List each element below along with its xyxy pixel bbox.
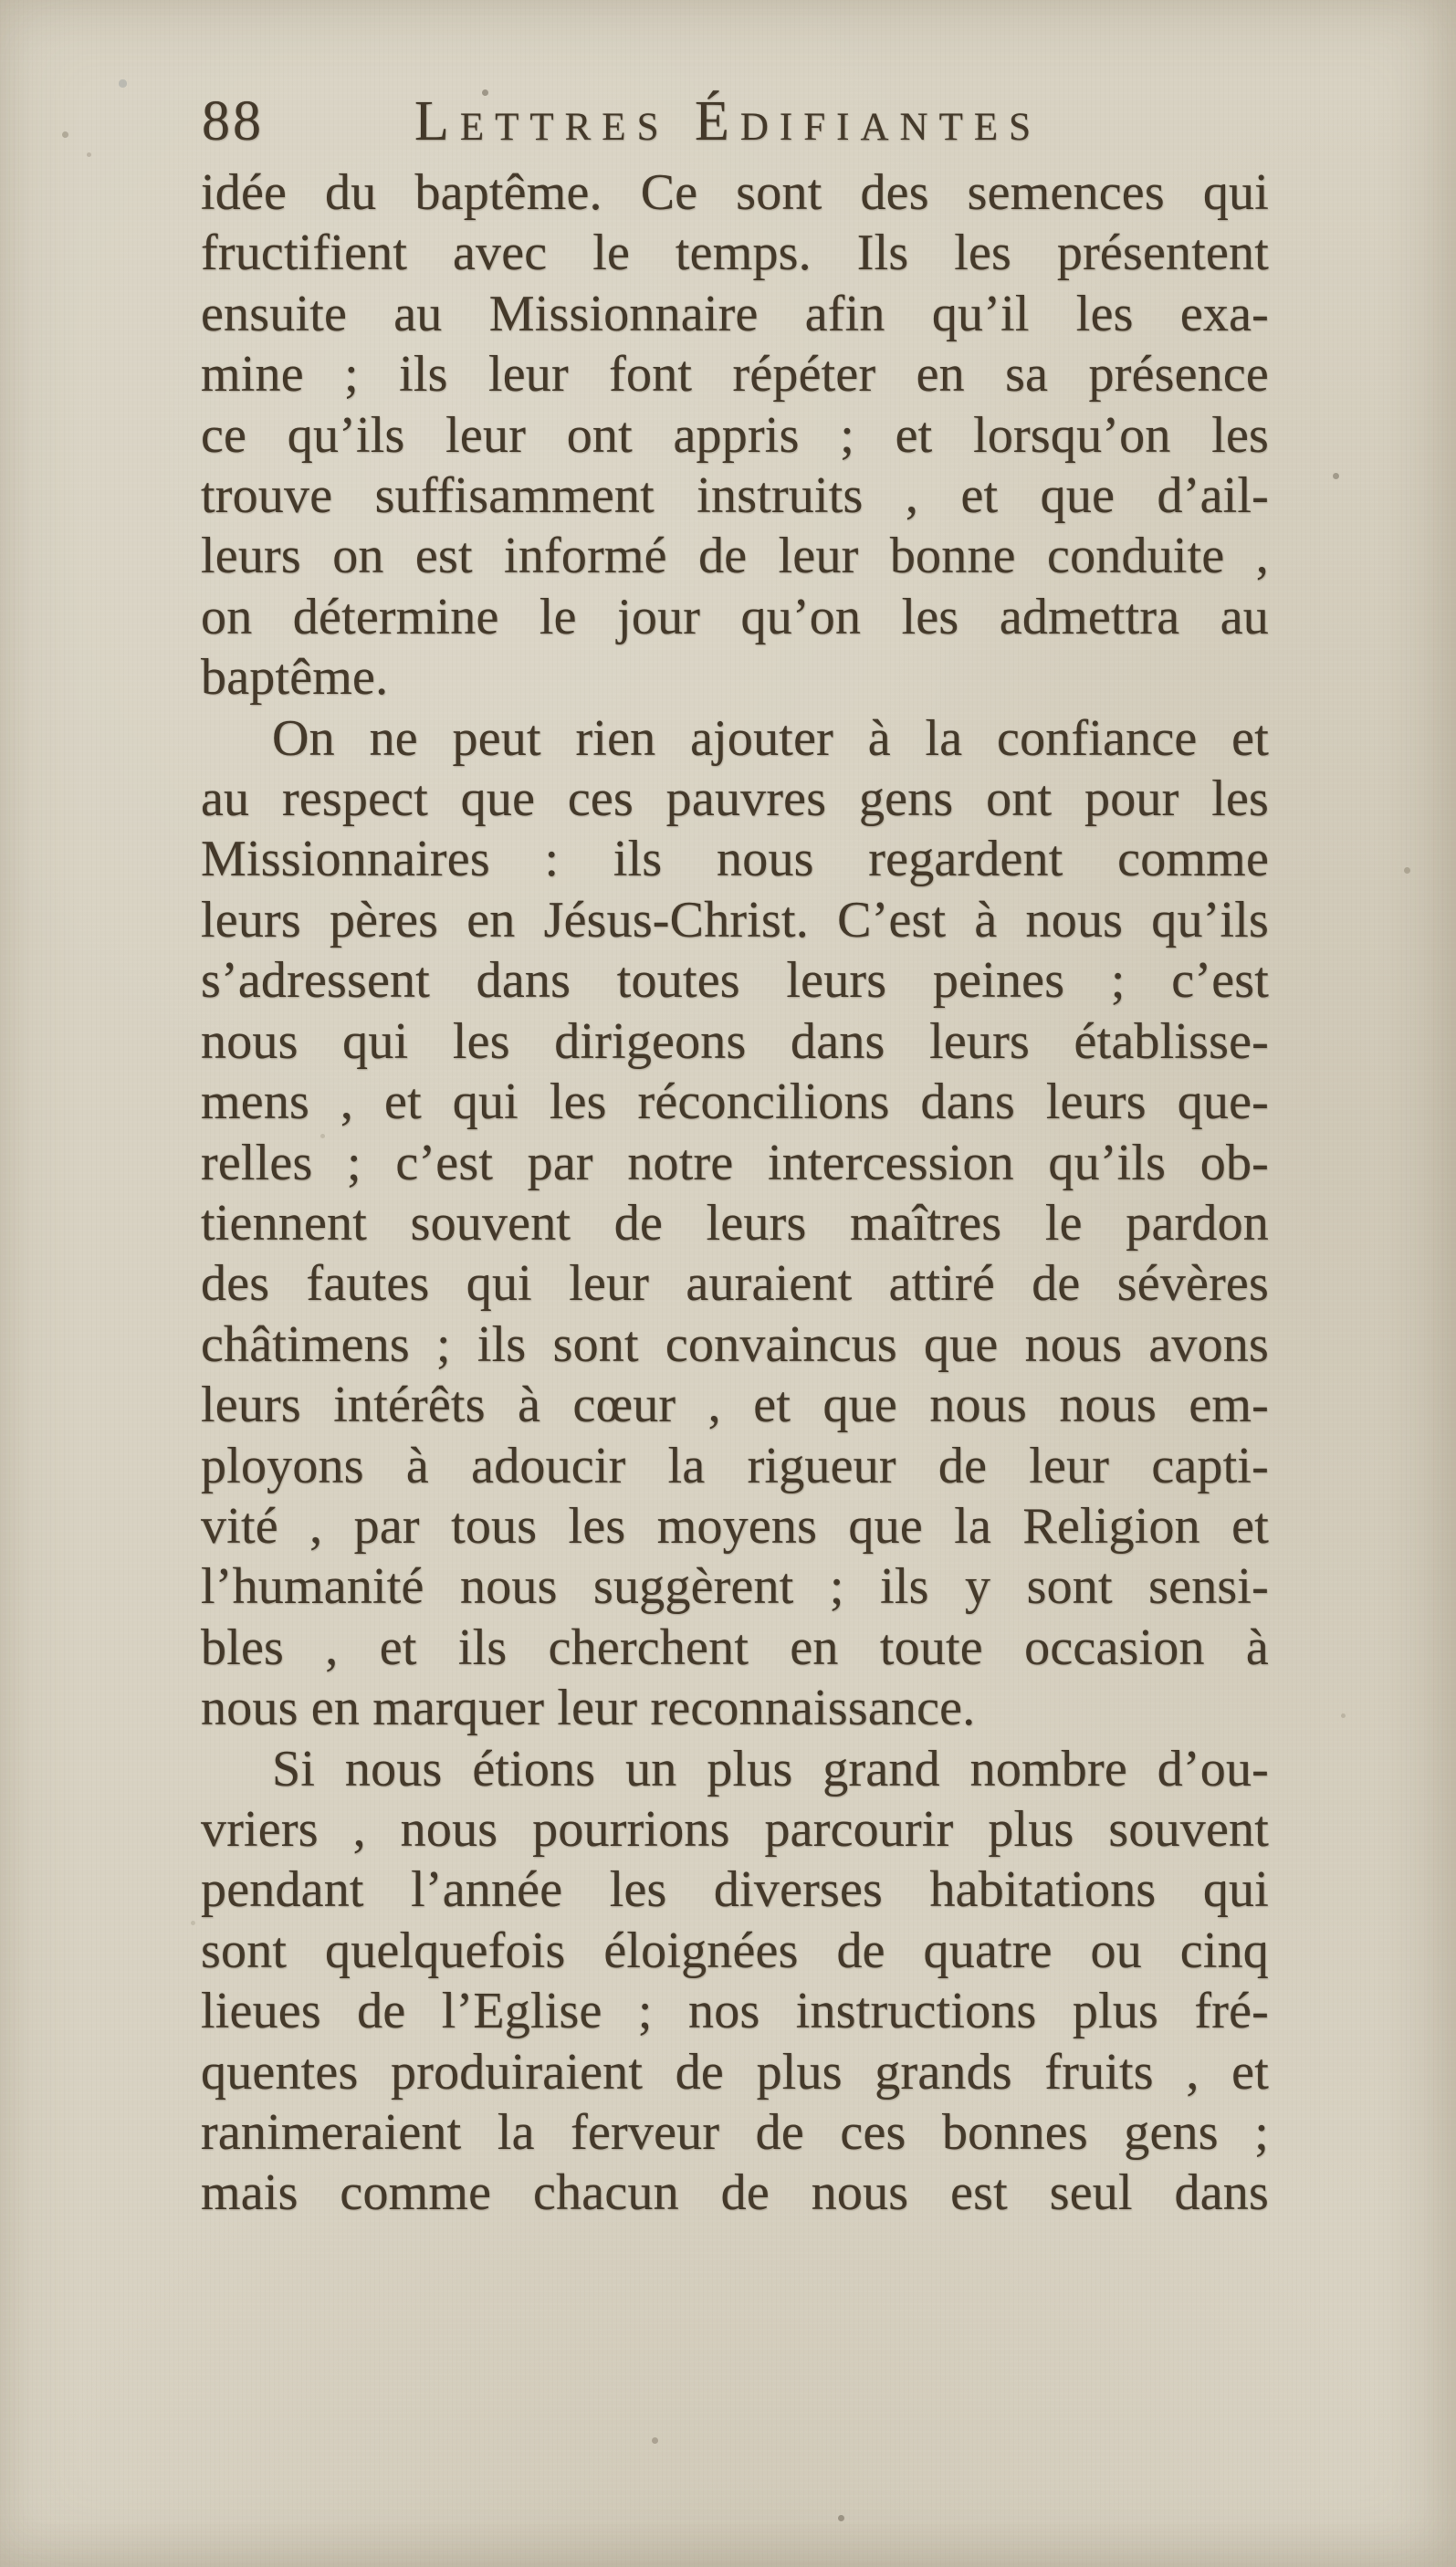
text-line: des fautes qui leur auraient attiré de sévères: [201, 1255, 1269, 1313]
paragraph: [201, 162, 1269, 708]
text-line: idée du baptême. Ce sont des semences qui: [201, 164, 1269, 221]
page-number: 88: [202, 90, 264, 152]
paragraph: [201, 708, 1269, 1739]
text-line: leurs intérêts à cœur , et que nous nous em-: [201, 1377, 1269, 1434]
text-line: ensuite au Missionnaire afin qu’il les exa-: [201, 285, 1269, 342]
text-line: au respect que ces pauvres gens ont pour les: [201, 770, 1269, 828]
text-line: quentes produiraient de plus grands fruits , et: [201, 2043, 1269, 2101]
text-line: relles ; c’est par notre intercession qu’ils ob-: [201, 1134, 1269, 1191]
text-line: bles , et ils cherchent en toute occasion à: [201, 1619, 1269, 1676]
text-line: ployons à adoucir la rigueur de leur capti-: [201, 1437, 1269, 1494]
paper-specks: [0, 0, 3, 3]
page-text: [201, 162, 1269, 2224]
text-line: baptême.: [201, 649, 389, 707]
text-line: tiennent souvent de leurs maîtres le pardon: [201, 1194, 1269, 1252]
text-line: mais comme chacun de nous est seul dans: [201, 2164, 1269, 2222]
paragraph: [201, 1739, 1269, 2224]
text-line: leurs pères en Jésus-Christ. C’est à nous qu’ils: [201, 891, 1269, 948]
running-title: Lettres Édifiantes: [414, 90, 1042, 152]
text-line: vriers , nous pourrions parcourir plus souvent: [201, 1800, 1269, 1858]
text-line: sont quelquefois éloignées de quatre ou cinq: [201, 1922, 1269, 1979]
text-line: nous qui les dirigeons dans leurs établisse-: [201, 1012, 1269, 1070]
text-line: Si nous étions un plus grand nombre d’ou-: [272, 1740, 1269, 1797]
text-line: on détermine le jour qu’on les admettra au: [201, 588, 1269, 645]
text-line: vité , par tous les moyens que la Religion et: [201, 1497, 1269, 1555]
text-line: l’humanité nous suggèrent ; ils y sont sensi-: [201, 1558, 1269, 1616]
text-line: mens , et qui les réconcilions dans leurs que-: [201, 1074, 1269, 1131]
text-line: ce qu’ils leur ont appris ; et lorsqu’on les: [201, 406, 1269, 464]
text-line: ranimeraient la ferveur de ces bonnes gens ;: [201, 2104, 1269, 2161]
text-line: s’adressent dans toutes leurs peines ; c’est: [201, 952, 1269, 1010]
text-line: pendant l’année les diverses habitations qui: [201, 1861, 1269, 1919]
text-line: Missionnaires : ils nous regardent comme: [201, 831, 1269, 888]
text-line: nous en marquer leur reconnaissance.: [201, 1680, 976, 1737]
text-line: leurs on est informé de leur bonne conduite ,: [201, 528, 1269, 585]
text-line: On ne peut rien ajouter à la confiance et: [272, 709, 1269, 767]
text-line: mine ; ils leur font répéter en sa présence: [201, 346, 1269, 403]
text-line: châtimens ; ils sont convaincus que nous avons: [201, 1315, 1269, 1373]
text-line: fructifient avec le temps. Ils les présentent: [201, 225, 1269, 282]
text-line: trouve suffisamment instruits , et que d’ail-: [201, 467, 1269, 525]
text-line: lieues de l’Eglise ; nos instructions plus fré-: [201, 1983, 1269, 2040]
